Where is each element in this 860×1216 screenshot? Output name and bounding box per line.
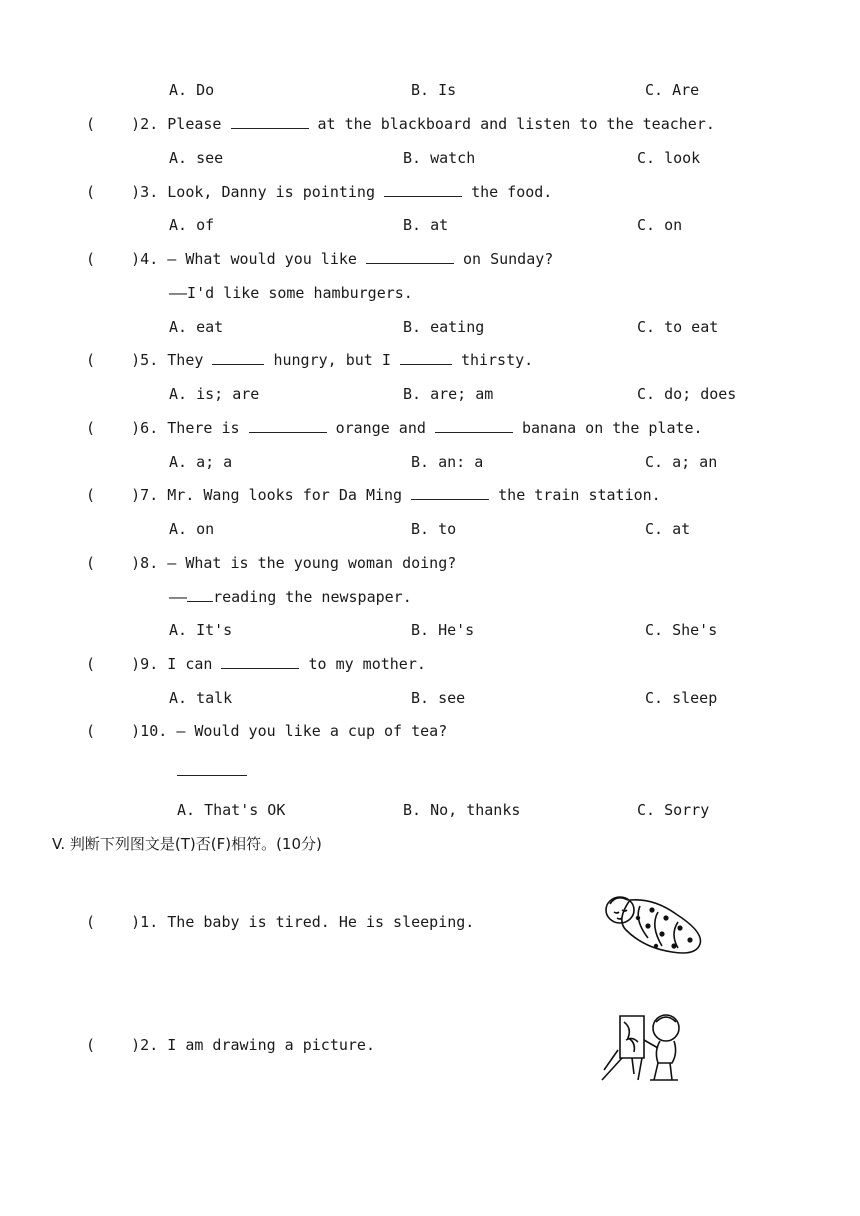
q6-text-post: banana on the plate.	[521, 419, 703, 437]
q5-text-post: thirsty.	[460, 351, 534, 369]
q5-question	[86, 350, 533, 370]
q7-option-b: B. to	[411, 520, 457, 538]
q10-text: — Would you like a cup of tea?	[176, 722, 448, 740]
q1-option-b: B. Is	[411, 81, 457, 99]
q10-option-b: B. No, thanks	[403, 801, 521, 819]
q3-question	[86, 182, 552, 202]
q10-option-c: C. Sorry	[637, 801, 710, 819]
q8-option-b: B. He's	[411, 621, 475, 639]
q2-blank[interactable]	[231, 114, 309, 129]
q6-text-mid: orange and	[335, 419, 426, 437]
q4-option-b: B. eating	[403, 318, 485, 336]
q2-text-pre: Please	[167, 115, 222, 133]
q9-option-a: A. talk	[169, 689, 233, 707]
q2-option-c: C. look	[637, 149, 701, 167]
q5-blank-2[interactable]	[400, 350, 452, 365]
tf1-text: The baby is tired. He is sleeping.	[167, 913, 475, 931]
q10-paren: ( )10.	[86, 722, 168, 740]
section-5-heading: V. 判断下列图文是(T)否(F)相符。(10分)	[52, 835, 322, 853]
tf2-text: I am drawing a picture.	[167, 1036, 375, 1054]
q8-paren: ( )8.	[86, 554, 159, 572]
q7-text-post: the train station.	[498, 486, 661, 504]
q3-option-c: C. on	[637, 216, 683, 234]
q7-option-a: A. on	[169, 520, 215, 538]
q9-blank[interactable]	[221, 654, 299, 669]
q5-blank-1[interactable]	[212, 350, 264, 365]
q3-option-b: B. at	[403, 216, 449, 234]
q4-paren: ( )4.	[86, 250, 159, 268]
q10-question	[86, 721, 447, 741]
q6-question	[86, 418, 703, 438]
q10-option-a: A. That's OK	[177, 801, 286, 819]
q4-text-post: on Sunday?	[463, 250, 554, 268]
q8-blank[interactable]	[187, 587, 213, 602]
q6-blank-2[interactable]	[435, 418, 513, 433]
q8-question	[86, 553, 456, 573]
q4-answer-line: ——I'd like some hamburgers.	[169, 284, 413, 302]
q5-option-b: B. are; am	[403, 385, 494, 403]
q6-text-pre: There is	[167, 419, 240, 437]
q8-text: — What is the young woman doing?	[167, 554, 457, 572]
tf2-paren: ( )2.	[86, 1036, 159, 1054]
q4-blank[interactable]	[366, 249, 454, 264]
q5-text-mid: hungry, but I	[273, 351, 391, 369]
q6-option-a: A. a; a	[169, 453, 233, 471]
q2-option-b: B. watch	[403, 149, 476, 167]
q4-text-pre: — What would you like	[167, 250, 357, 268]
q9-text-pre: I can	[167, 655, 213, 673]
q7-text-pre: Mr. Wang looks for Da Ming	[167, 486, 403, 504]
q9-option-b: B. see	[411, 689, 466, 707]
q5-paren: ( )5.	[86, 351, 159, 369]
q9-question	[86, 654, 426, 674]
q7-option-c: C. at	[645, 520, 691, 538]
q5-option-c: C. do; does	[637, 385, 737, 403]
q1-option-a: A. Do	[169, 81, 215, 99]
q5-text-pre: They	[167, 351, 204, 369]
q2-text-post: at the blackboard and listen to the teacher.	[317, 115, 715, 133]
q9-text-post: to my mother.	[308, 655, 426, 673]
q4-question	[86, 249, 553, 269]
q2-paren: ( )2.	[86, 115, 159, 133]
q6-paren: ( )6.	[86, 419, 159, 437]
q8-option-a: A. It's	[169, 621, 233, 639]
q3-text-pre: Look, Danny is pointing	[167, 183, 375, 201]
q10-answer-blank[interactable]	[177, 775, 247, 776]
q6-blank-1[interactable]	[249, 418, 327, 433]
q6-option-c: C. a; an	[645, 453, 718, 471]
q1-option-c: C. Are	[645, 81, 700, 99]
q3-option-a: A. of	[169, 216, 215, 234]
q7-question	[86, 485, 661, 505]
q6-option-b: B. an: a	[411, 453, 484, 471]
tf2-statement	[86, 1035, 375, 1055]
q9-option-c: C. sleep	[645, 689, 718, 707]
q7-paren: ( )7.	[86, 486, 159, 504]
q8-option-c: C. She's	[645, 621, 718, 639]
q8-answer-line: —— reading the newspaper.	[169, 588, 412, 606]
q3-paren: ( )3.	[86, 183, 159, 201]
q9-paren: ( )9.	[86, 655, 159, 673]
q3-blank[interactable]	[384, 182, 462, 197]
tf1-statement	[86, 912, 474, 932]
q4-option-a: A. eat	[169, 318, 224, 336]
q2-option-a: A. see	[169, 149, 224, 167]
q5-option-a: A. is; are	[169, 385, 260, 403]
tf1-paren: ( )1.	[86, 913, 159, 931]
sleeping-baby-illustration	[600, 888, 706, 956]
q2-question	[86, 114, 715, 134]
q7-blank[interactable]	[411, 485, 489, 500]
q3-text-post: the food.	[471, 183, 553, 201]
child-drawing-at-easel-illustration	[598, 1010, 688, 1084]
q4-option-c: C. to eat	[637, 318, 719, 336]
